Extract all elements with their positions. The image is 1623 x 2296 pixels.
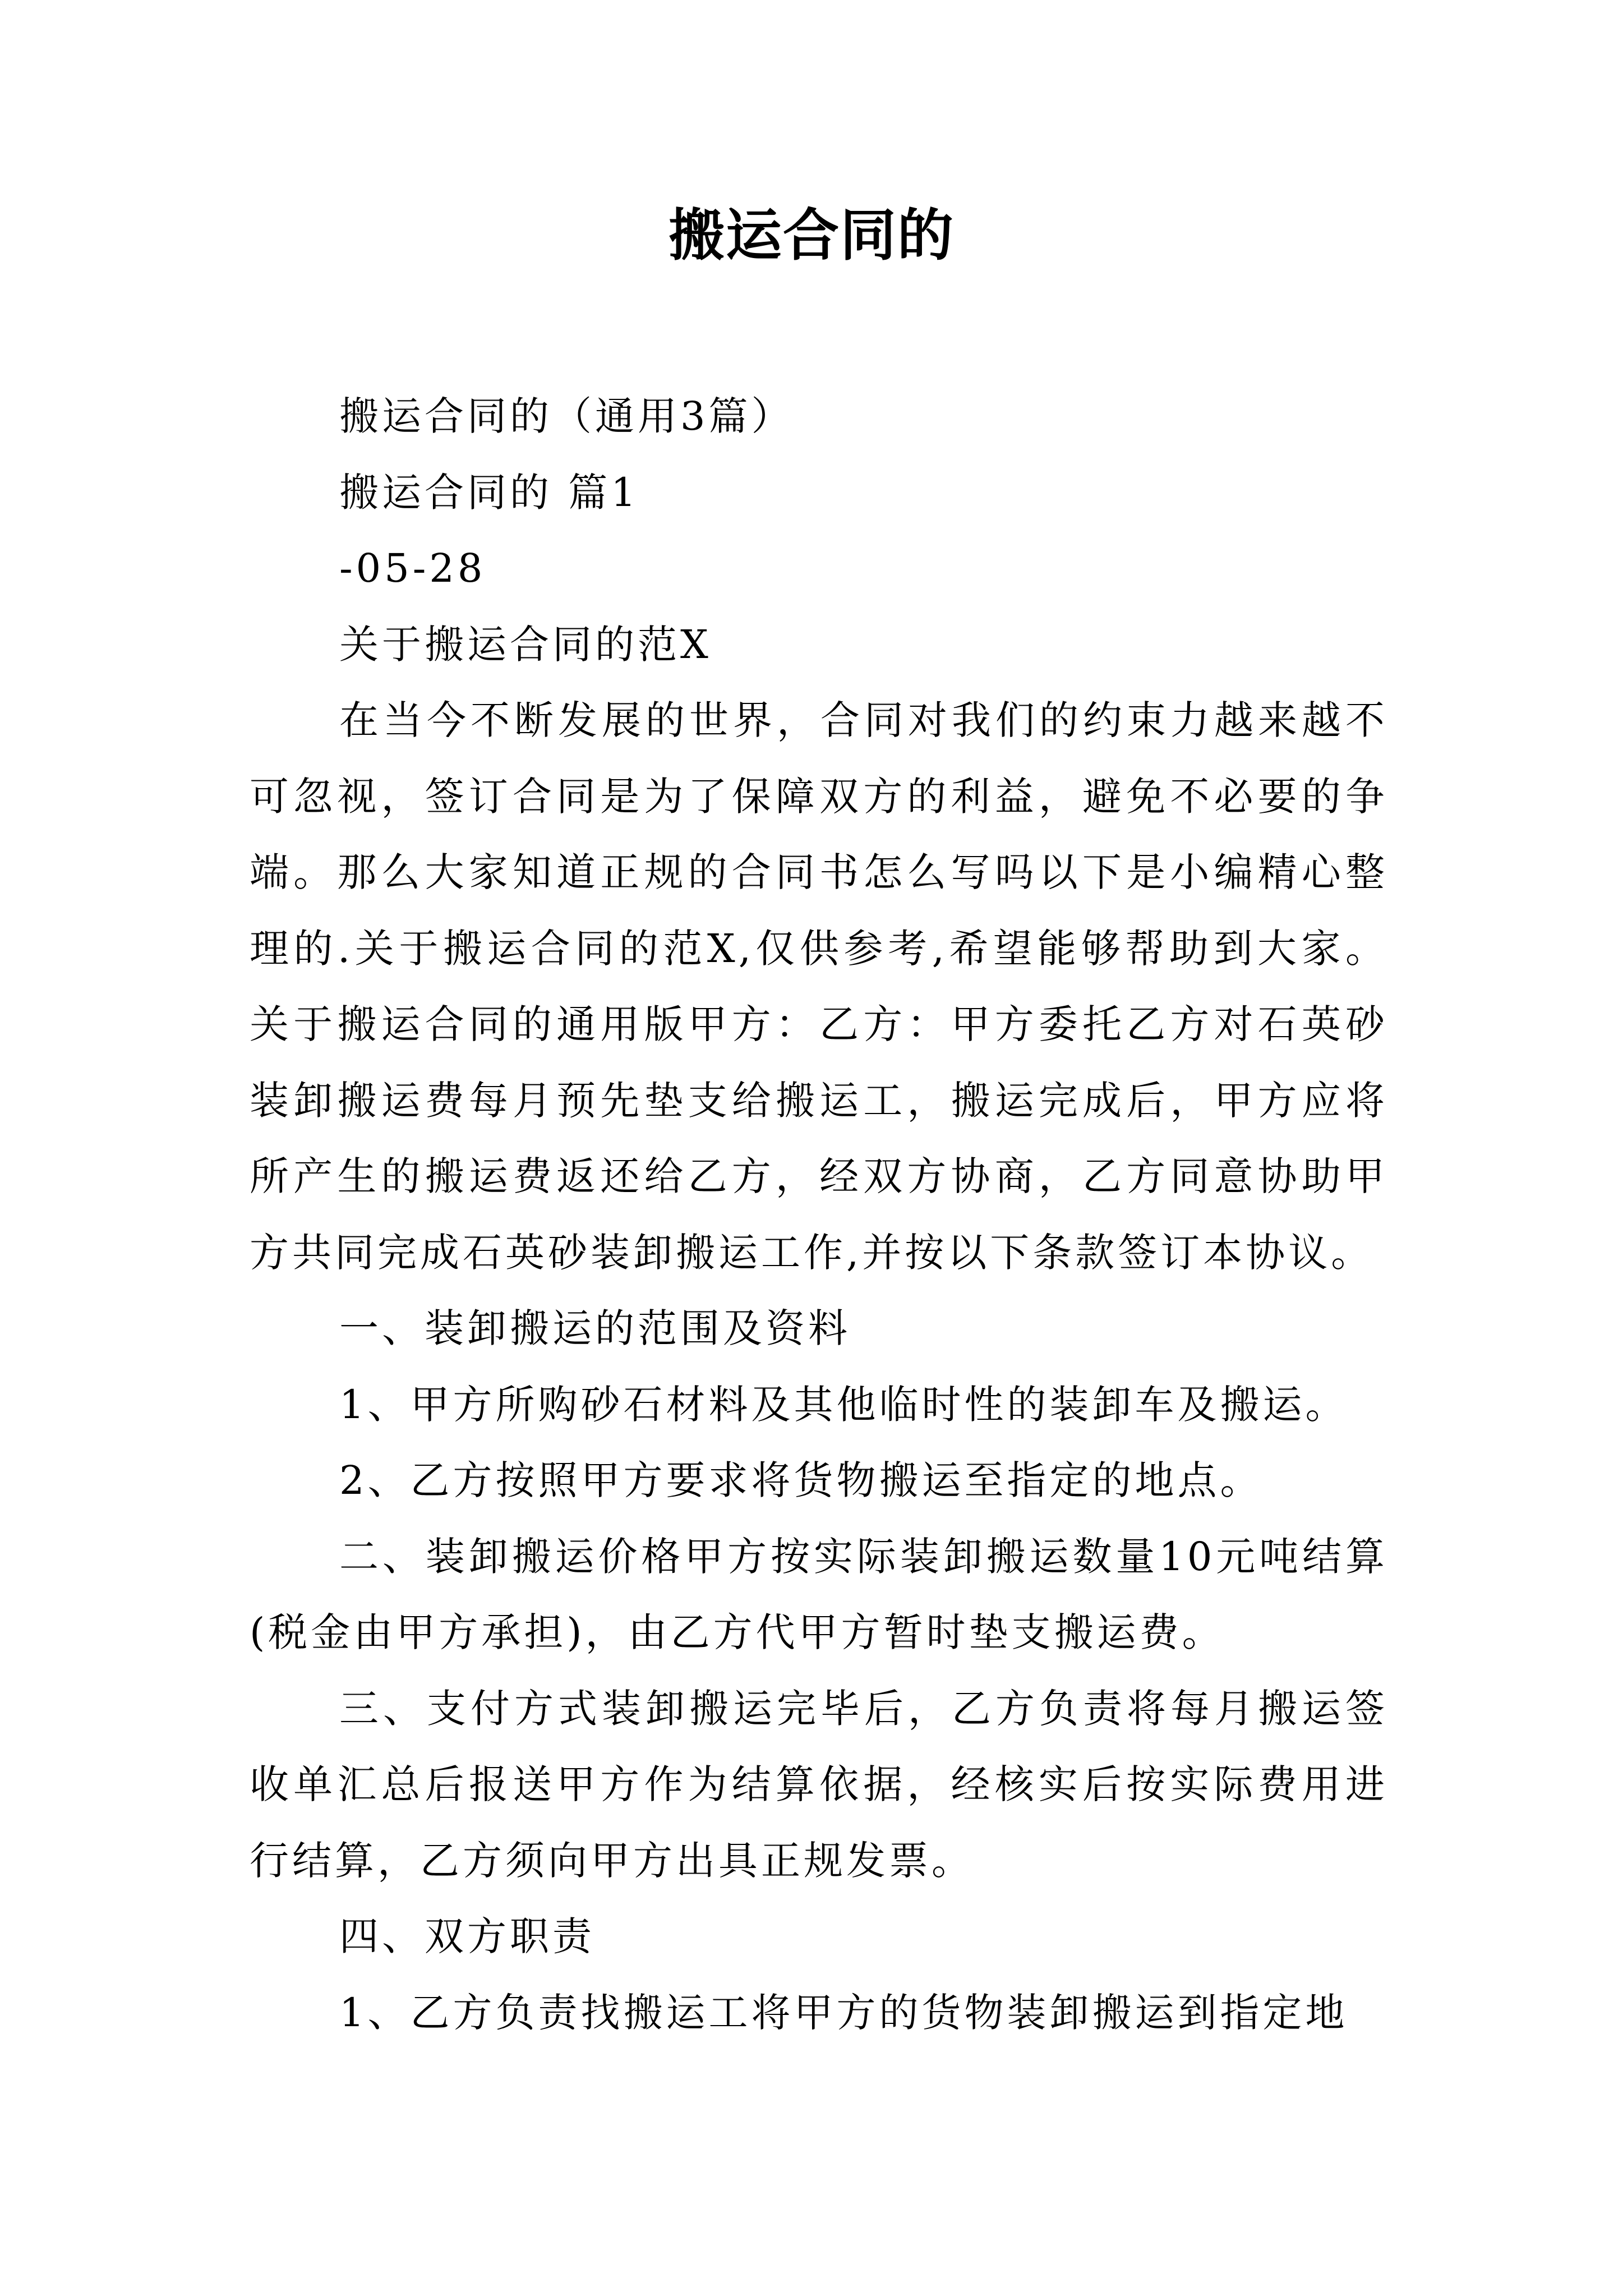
paragraph: 2、乙方按照甲方要求将货物搬运至指定的地点。 (339, 1457, 1263, 1503)
paragraph: 搬运合同的 篇1 (339, 469, 639, 516)
paragraph: 在当今不断发展的世界，合同对我们的约束力越来越不可忽视，签订合同是为了保障双方的利益，避免不必要的争端。那么大家知道正规的合同书怎么写吗以下是小编精心整理的.关于搬运合同的范X,仅供参考,希望能够帮助到大家。关于搬运合同的通用版甲方：乙方：甲方委托乙方对石英砂装卸搬运费每月预先垫支给搬运工，搬运完成后，甲方应将所产生的搬运费返还给乙方，经双方协商，乙方同意协助甲方共同完成石英砂装卸搬运工作,并按以下条款签订本协议。 (250, 697, 1388, 1276)
paragraph: 搬运合同的（通用3篇） (339, 393, 794, 439)
paragraph: 1、乙方负责找搬运工将甲方的货物装卸搬运到指定地 (339, 1989, 1348, 2036)
paragraph: 1、甲方所购砂石材料及其他临时性的装卸车及搬运。 (339, 1381, 1348, 1428)
paragraph: -05-28 (339, 545, 486, 591)
document-title: 搬运合同的 (668, 203, 955, 268)
paragraph: 关于搬运合同的范X (339, 621, 712, 668)
paragraph: 一、装卸搬运的范围及资料 (339, 1305, 851, 1351)
paragraph: 三、支付方式装卸搬运完毕后，乙方负责将每月搬运签收单汇总后报送甲方作为结算依据，经核实后按实际费用进行结算，乙方须向甲方出具正规发票。 (250, 1685, 1388, 1884)
paragraph: 四、双方职责 (339, 1913, 595, 1959)
document-body (250, 379, 1388, 2051)
paragraph: 二、装卸搬运价格甲方按实际装卸搬运数量10元吨结算(税金由甲方承担)，由乙方代甲方暂时垫支搬运费。 (250, 1533, 1388, 1655)
